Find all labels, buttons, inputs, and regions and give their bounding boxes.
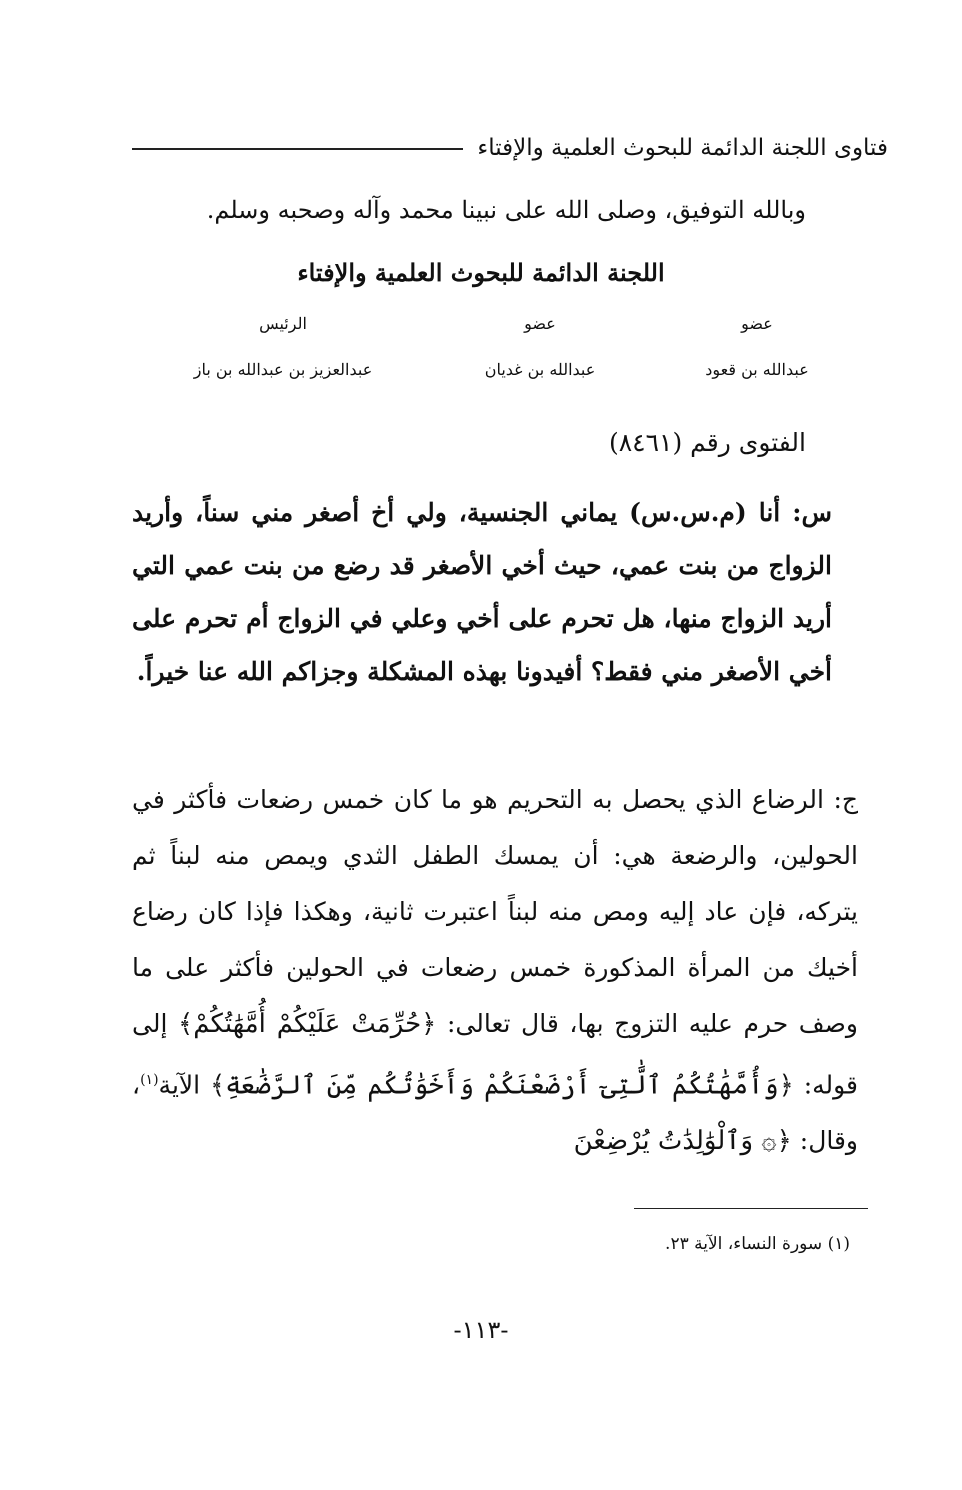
- footnote-reference: (١): [140, 1072, 159, 1088]
- fatwa-number: الفتوى رقم (٨٤٦١): [608, 428, 806, 457]
- committee-member: [168, 312, 398, 382]
- quran-verse: ﴿حُرِّمَتْ عَلَيْكُمْ أُمَّهَٰتُكُمْ﴾: [177, 1009, 437, 1039]
- header-rule: [132, 148, 463, 150]
- footnote: (١) سورة النساء، الآية ٢٣.: [665, 1234, 850, 1254]
- member-name: عبدالله بن غديان: [484, 360, 596, 379]
- answer-text: ج: الرضاع الذي يحصل به التحريم هو ما كان خمس رضعات فأكثر في الحولين، والرضعة هي: أن يمسك الطفل الثدي ويمص منه لبناً ثم يتركه، فإن عاد إليه ومص منه لبناً اعتبرت ثانية، وهكذا فإذا كان رضاع أخيك من المرأة المذكورة خمس رضعات في الحولين فأكثر على ما وصف حرم عليه التزوج بها، قال تعالى:: [132, 785, 858, 1038]
- running-header: [132, 128, 888, 168]
- closing-line: وبالله التوفيق، وصلى الله على نبينا محمد وآله وصحبه وسلم.: [206, 196, 806, 224]
- answer-text: إلى قوله:: [132, 1009, 858, 1100]
- member-name: عبدالله بن قعود: [705, 360, 809, 379]
- footnote-rule: [634, 1208, 868, 1209]
- committee-title: اللجنة الدائمة للبحوث العلمية والإفتاء: [297, 258, 665, 287]
- answer-text: الآية: [158, 1070, 201, 1100]
- answer-paragraph: [132, 772, 858, 1169]
- running-title: فتاوى اللجنة الدائمة للبحوث العلمية والإفتاء: [477, 135, 888, 161]
- member-name: عبدالعزيز بن عبدالله بن باز: [193, 360, 373, 379]
- member-role: الرئيس: [259, 314, 307, 333]
- page-number: -١١٣-: [453, 1316, 509, 1344]
- committee-member: [440, 312, 640, 382]
- member-role: عضو: [524, 314, 556, 333]
- member-role: عضو: [741, 314, 773, 333]
- quran-verse: ﴿وَأُمَّهَٰتُكُمُ ٱلَّٰتِىٓ أَرْضَعْنَكُمْ وَأَخَوَٰتُكُم مِّنَ ٱلرَّضَٰعَةِ﴾: [209, 1070, 794, 1101]
- committee-member: [672, 312, 842, 382]
- quran-verse: ﴿۞ وَٱلْوَٰلِدَٰتُ يُرْضِعْنَ: [573, 1126, 792, 1157]
- answer-text: ، وقال:: [132, 1070, 858, 1156]
- question-paragraph: س: أنا (م.س.س) يماني الجنسية، ولي أخ أصغر مني سناً، وأريد الزواج من بنت عمي، حيث أخي الأصغر قد رضع من بنت عمي التي أريد الزواج منها، هل تحرم على أخي وعلي في الزواج أم تحرم على أخي الأصغر مني فقط؟ أفيدونا بهذه المشكلة وجزاكم الله عنا خيراً.: [132, 498, 832, 686]
